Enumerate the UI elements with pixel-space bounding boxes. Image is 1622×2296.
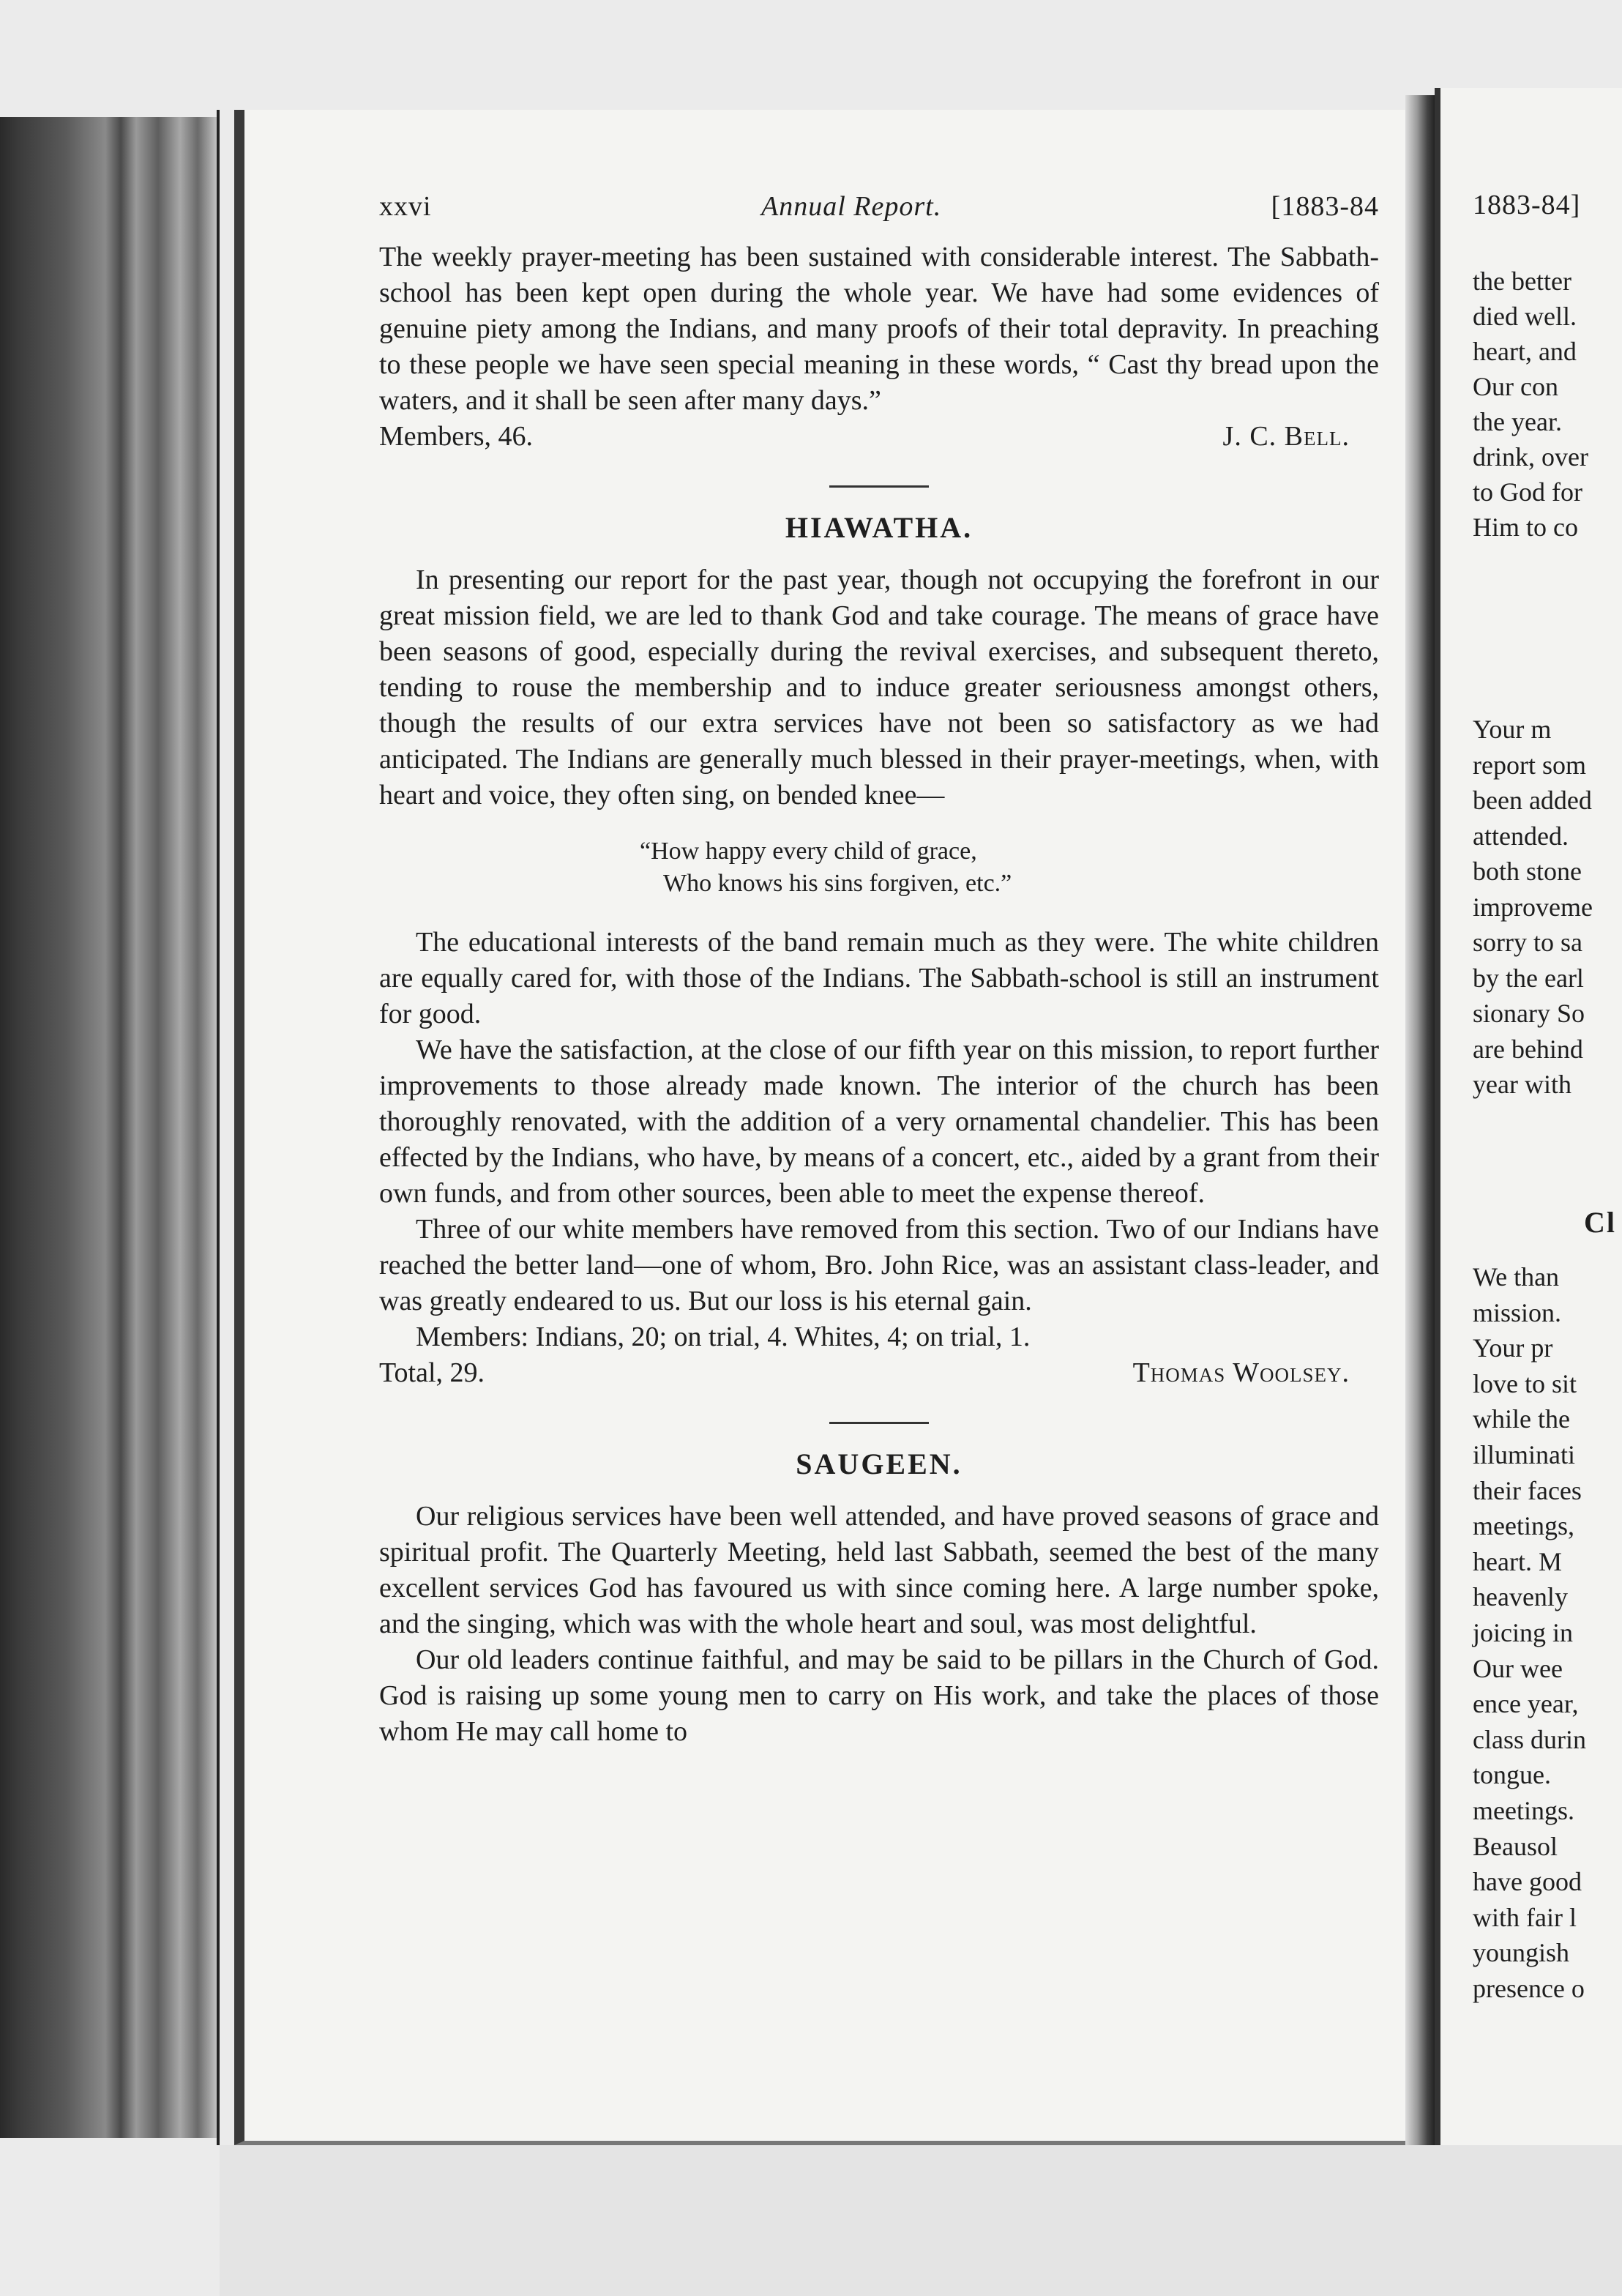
left-page-text: [379, 189, 1379, 1750]
hiawatha-signature-line: [379, 1355, 1379, 1391]
right-page-line: youngish: [1473, 1938, 1570, 1968]
saugeen-paragraph-2: Our old leaders continue faithful, and may be said to be pillars in the Church of God. God is raising up some young men to carry on His work, and take the places of those whom He may call home to: [379, 1644, 1379, 1747]
hiawatha-paragraph-4: Three of our white members have removed from this section. Two of our Indians have reached the better land—one of whom, Bro. John Rice, was an assistant class-leader, and was greatly endeared to us. But our loss is his eternal gain.: [379, 1214, 1379, 1316]
section-divider: [829, 1422, 929, 1424]
hiawatha-paragraph-1: In presenting our report for the past year, though not occupying the forefront in our great mission field, we are led to thank God and take courage. The means of grace have been seasons of good, especially during the revival exercises, and subsequent thereto, tending to rouse the membership and to induce greater seriousness amongst others, though the results of our extra services have not been so satisfactory as we had anticipated. The Indians are generally much blessed in their prayer-meetings, when, with heart and voice, they often sing, on bended knee—: [379, 564, 1379, 810]
right-page-line: heavenly: [1473, 1582, 1568, 1612]
intro-signature-line: [379, 419, 1379, 455]
right-page-line: class durin: [1473, 1724, 1586, 1754]
right-page-line: meetings.: [1473, 1796, 1574, 1825]
intro-paragraph: The weekly prayer-meeting has been sustained with considerable interest. The Sabbath-school has been kept open during the whole year. We have had some evidences of genuine piety among the Indians, and many proofs of their total depravity. In preaching to these people we have seen special meaning in these words, “ Cast thy bread upon the waters, and it shall be seen after many days.”: [379, 242, 1379, 416]
right-page-line: to God for: [1473, 477, 1582, 507]
right-running-head: 1883-84]: [1473, 190, 1581, 220]
right-page-line: both stone: [1473, 857, 1582, 886]
right-page-line: love to sit: [1473, 1368, 1577, 1398]
right-page-heading: Cl: [1584, 1206, 1616, 1239]
saugeen-paragraph-1: Our religious services have been well attended, and have proved seasons of grace and spiritual profit. The Quarterly Meeting, held last Sabbath, seemed the best of the many excellent services God has favoured us with since coming here. A large number spoke, and the singing, which was with the whole heart and soul, was most delightful.: [379, 1501, 1379, 1639]
right-page-line: while the: [1473, 1404, 1570, 1434]
right-page-line: sionary So: [1473, 999, 1585, 1028]
right-page-line: Beausol: [1473, 1831, 1558, 1861]
hiawatha-paragraph-3: We have the satisfaction, at the close of our fifth year on this mission, to report further improvements to those already made known. The interior of the church has been thoroughly renovated, with the addition of a very ornamental chandelier. This has been effected by the Indians, who have, by means of a concert, etc., aided by a grant from their own funds, and from other sources, been able to meet the expense thereof.: [379, 1035, 1379, 1209]
right-page-line: are behind: [1473, 1034, 1583, 1064]
running-head: [379, 189, 1379, 225]
right-page-line: the year.: [1473, 407, 1562, 436]
right-page-line: heart. M: [1473, 1546, 1562, 1576]
page-number: xxvi: [379, 191, 432, 222]
hiawatha-heading: HIAWATHA.: [785, 511, 973, 544]
saugeen-heading: SAUGEEN.: [796, 1447, 963, 1480]
running-year: [1883-84: [1271, 191, 1379, 222]
hiawatha-total: Total, 29.: [379, 1357, 485, 1388]
right-page-line: illuminati: [1473, 1440, 1575, 1469]
right-page-line: joicing in: [1473, 1618, 1573, 1647]
hiawatha-signature: Thomas Woolsey.: [1132, 1357, 1350, 1388]
book-edge-left: [0, 117, 220, 2138]
right-page-line: Our con: [1473, 372, 1558, 401]
right-page-line: tongue.: [1473, 1760, 1551, 1790]
right-page-line: improveme: [1473, 892, 1593, 922]
right-page-line: been added: [1473, 786, 1592, 815]
book-edge-line: [217, 110, 220, 2145]
right-page-line: drink, over: [1473, 442, 1588, 471]
right-page-line: with fair l: [1473, 1902, 1577, 1932]
right-page-line: by the earl: [1473, 963, 1584, 993]
right-page-line: Him to co: [1473, 512, 1578, 542]
right-page-line: year with: [1473, 1070, 1571, 1099]
right-page-line: We than: [1473, 1262, 1560, 1292]
bottom-margin: [220, 2145, 1622, 2296]
right-page-line: Your pr: [1473, 1333, 1553, 1363]
right-page-line: presence o: [1473, 1974, 1585, 2003]
hiawatha-members: Members: Indians, 20; on trial, 4. Whites, 4; on trial, 1.: [416, 1322, 1031, 1352]
right-page-line: heart, and: [1473, 337, 1577, 366]
running-title: Annual Report.: [761, 191, 942, 222]
right-page-line: their faces: [1473, 1475, 1582, 1505]
hiawatha-paragraph-2: The educational interests of the band remain much as they were. The white children are equally cared for, with those of the Indians. The Sabbath-school is still an instrument for good.: [379, 927, 1379, 1029]
right-page-line: report som: [1473, 750, 1586, 780]
right-page-line: the better: [1473, 266, 1571, 296]
right-page-line: attended.: [1473, 821, 1569, 851]
hymn-quote: [640, 835, 1379, 900]
right-page-line: sorry to sa: [1473, 928, 1582, 957]
right-page-line: have good: [1473, 1867, 1582, 1897]
book-gutter: [1405, 95, 1435, 2145]
intro-members: Members, 46.: [379, 421, 534, 452]
hymn-quote-line-2: Who knows his sins forgiven, etc.”: [663, 870, 1012, 897]
right-page-line: ence year,: [1473, 1689, 1579, 1719]
intro-signature: J. C. Bell.: [1222, 421, 1350, 452]
right-page-line: Your m: [1473, 715, 1552, 744]
right-page-line: meetings,: [1473, 1511, 1574, 1541]
right-page-line: died well.: [1473, 302, 1577, 331]
hymn-quote-line-1: “How happy every child of grace,: [640, 838, 977, 865]
section-divider: [829, 485, 929, 488]
right-page-line: Our wee: [1473, 1653, 1563, 1683]
right-page-line: mission.: [1473, 1297, 1562, 1327]
